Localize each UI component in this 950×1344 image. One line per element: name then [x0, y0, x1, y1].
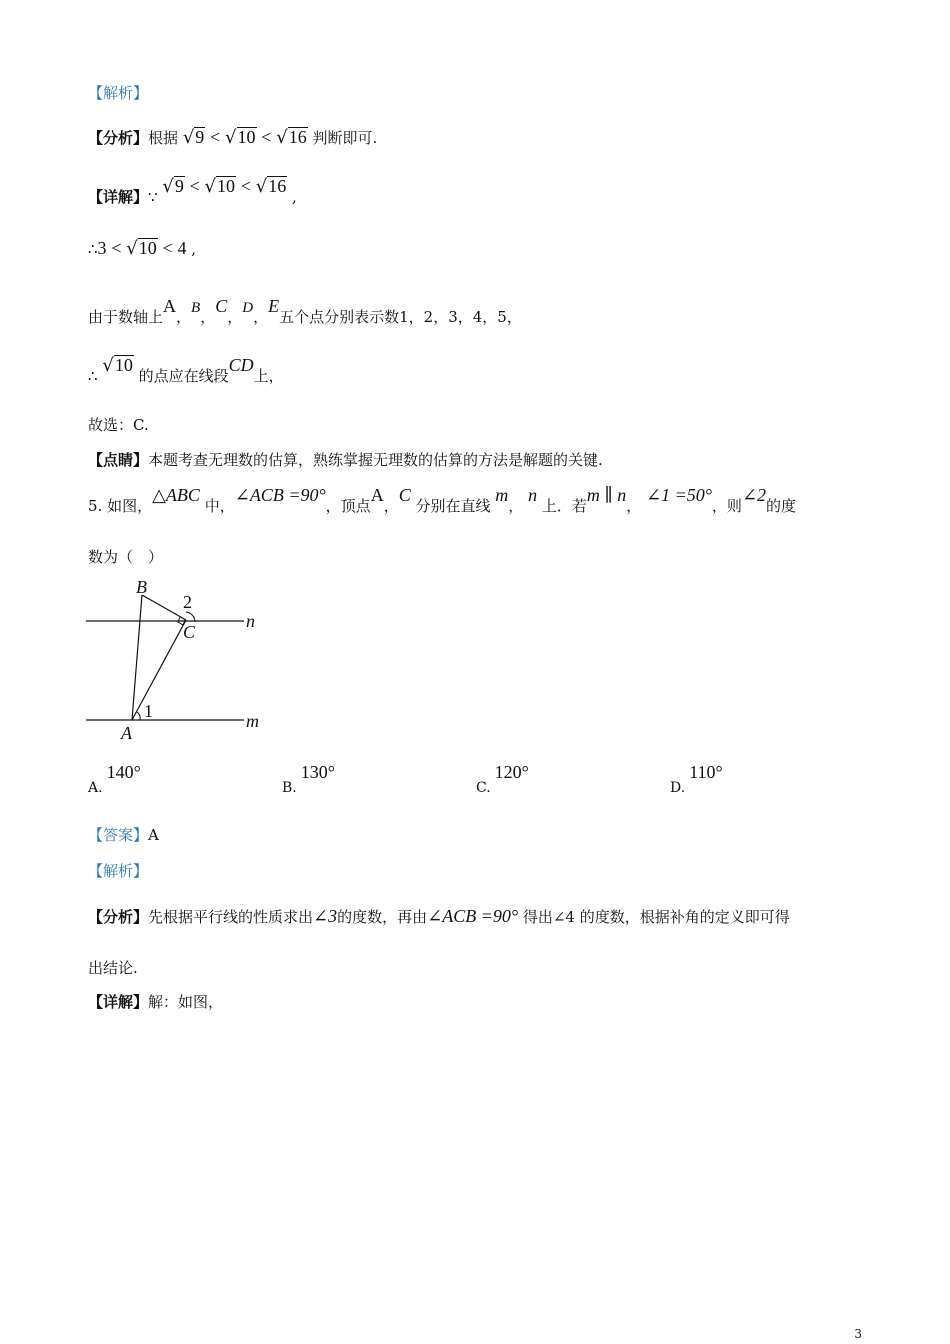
daan-value: A: [148, 826, 159, 844]
side-BC: [142, 595, 186, 620]
option-b-label: B.: [282, 780, 297, 796]
therefore-symbol: ∴: [88, 367, 98, 385]
analysis-line: 【分析】根据 √9 < √10 < √16 判断即可.: [88, 127, 378, 148]
option-d-label: D.: [670, 780, 686, 796]
shang: 上．若: [541, 497, 587, 515]
du: 的度: [766, 497, 797, 515]
segment-CD: CD: [228, 355, 254, 375]
choose-line: 故选：C.: [88, 416, 149, 434]
option-c-label: C.: [476, 780, 491, 796]
xiangjie-text: 解：如图，: [148, 993, 224, 1011]
less-than: <: [111, 238, 122, 258]
question5-line1: 5. 如图，△ABC 中，∠ACB =90°，顶点A，C 分别在直线 m， n 上．若m ∥ n， ∠1 =50°，则∠2的度: [88, 485, 797, 515]
label-m: m: [246, 711, 259, 731]
geometry-figure: [86, 575, 286, 750]
question5-line2: 数为（ ）: [88, 548, 164, 566]
dianjing-text: 本题考查无理数的估算，熟练掌握无理数的估算的方法是解题的关键.: [148, 451, 603, 469]
angle-1-arc: [137, 712, 140, 720]
jiexi-heading: 【解析】: [88, 84, 149, 102]
xiangjie-tag-2: 【详解】: [88, 993, 149, 1011]
vertex-A: A: [370, 485, 384, 505]
detail-line: 【详解】∵ √9 < √10 < √16 ,: [88, 176, 297, 206]
label-C: C: [183, 622, 196, 642]
therefore-line: ∴3 < √10 < 4 ,: [88, 238, 197, 259]
fenxi-post: 判断即可.: [312, 129, 378, 147]
segment-pre: 的点应在线段: [138, 367, 229, 385]
vertex-C: C: [398, 485, 411, 505]
points-line: [88, 296, 522, 327]
xiangjie-tag: 【详解】: [88, 188, 149, 206]
answer-detail-line: [88, 991, 223, 1012]
side-AB: [132, 595, 142, 720]
label-n: n: [246, 611, 255, 631]
points-pre: 由于数轴上: [88, 308, 164, 326]
separator: ，: [227, 308, 243, 326]
point-C: C: [215, 296, 228, 316]
fenxi-b: 的度数，再由: [337, 908, 428, 926]
option-a-label: A.: [88, 780, 103, 796]
radicand-10: 10: [217, 176, 236, 196]
on-lines: 分别在直线: [415, 497, 491, 515]
comma: ,: [292, 188, 297, 206]
option-b[interactable]: [282, 762, 335, 797]
option-a[interactable]: [88, 762, 141, 797]
radicand-10: 10: [237, 127, 256, 147]
fenxi-a: 先根据平行线的性质求出: [148, 908, 314, 926]
fenxi-c: 得出∠4 的度数，根据补角的定义即可得: [522, 908, 790, 926]
then: ，则: [711, 497, 742, 515]
segment-line: ∴ √10 的点应在线段CD上，: [88, 355, 284, 385]
option-c-value: 120°: [494, 762, 529, 782]
separator: ，: [200, 308, 216, 326]
radicand-10: 10: [138, 238, 157, 258]
less-than: <: [261, 127, 272, 147]
angle-1: ∠1 =50°: [645, 485, 712, 505]
point-A: A: [163, 296, 177, 316]
less-than: <: [240, 176, 251, 196]
option-c[interactable]: [476, 762, 529, 797]
fenxi-tag: 【分析】: [88, 908, 149, 926]
therefore-symbol: ∴: [88, 240, 98, 258]
option-d-value: 110°: [689, 762, 723, 782]
parallel: m ∥ n: [586, 485, 627, 505]
point-B: B: [191, 300, 201, 316]
angle-3: ∠3: [313, 906, 338, 926]
line-m: m: [495, 485, 509, 505]
less-than: <: [210, 127, 221, 147]
angle-ACB: ∠ACB =90°: [234, 485, 326, 505]
answer-analysis-line: [88, 906, 790, 927]
point-E: E: [268, 296, 280, 316]
option-b-value: 130°: [300, 762, 335, 782]
dianjing-tag: 【点睛】: [88, 451, 149, 469]
radicand-16: 16: [288, 127, 307, 147]
less-than: <: [162, 238, 173, 258]
point-D: D: [242, 300, 254, 316]
answer-line: [88, 824, 159, 845]
angle-2: ∠2: [741, 485, 767, 505]
triangle-ABC: △ABC: [152, 485, 200, 505]
side-AC: [132, 620, 186, 720]
radicand-9: 9: [174, 176, 184, 196]
answer-analysis-line2: 出结论.: [88, 959, 138, 977]
fenxi-pre: 根据: [148, 129, 179, 147]
page-number: 3: [854, 1327, 862, 1341]
vertex-pre: ，顶点: [325, 497, 371, 515]
label-A: A: [121, 723, 132, 743]
label-1: 1: [144, 701, 153, 721]
daan-tag: 【答案】: [88, 826, 149, 844]
value-4: 4: [177, 238, 187, 258]
line-n: n: [528, 485, 538, 505]
radicand-9: 9: [195, 127, 205, 147]
label-B: B: [136, 577, 147, 597]
fenxi-tag: 【分析】: [88, 129, 149, 147]
question-number: 5. 如图，: [88, 497, 153, 515]
dianjing-line: [88, 449, 603, 470]
comma: ,: [191, 240, 197, 258]
value-3: 3: [97, 238, 107, 258]
zhong: 中，: [204, 497, 235, 515]
less-than: <: [189, 176, 200, 196]
separator: ，: [176, 308, 192, 326]
option-a-value: 140°: [106, 762, 141, 782]
because-symbol: ∵: [148, 188, 158, 206]
radicand-10: 10: [114, 355, 133, 375]
points-post: 五个点分别表示数1，2，3，4，5，: [279, 308, 522, 326]
label-2: 2: [183, 592, 192, 612]
segment-post: 上，: [253, 367, 284, 385]
radicand-16: 16: [268, 176, 287, 196]
jiexi-heading-2: 【解析】: [88, 862, 149, 880]
angle-ACB-2: ∠ACB =90°: [427, 906, 519, 926]
separator: ，: [253, 308, 269, 326]
option-d[interactable]: [670, 762, 723, 797]
